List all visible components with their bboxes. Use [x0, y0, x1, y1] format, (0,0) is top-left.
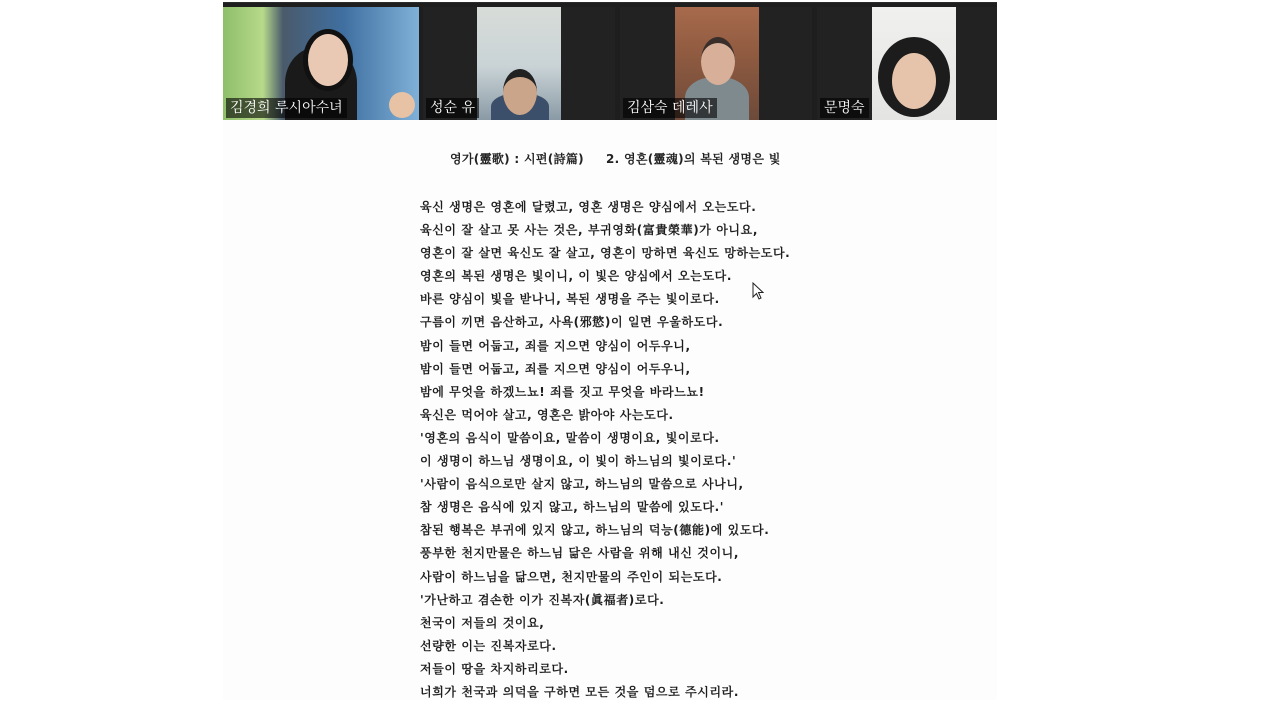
poem-line: 밤이 들면 어둡고, 죄를 지으면 양심이 어두우니,	[420, 361, 691, 376]
poem-line: 육신은 먹어야 살고, 영혼은 밝아야 사는도다.	[420, 407, 674, 422]
poem-text	[420, 196, 790, 704]
participant-tile-2[interactable]	[423, 7, 615, 120]
participant-tile-1[interactable]	[223, 7, 419, 120]
poem-line: 구름이 끼면 음산하고, 사욕(邪慾)이 일면 우울하도다.	[420, 315, 724, 330]
poem-line: 바른 양심이 빛을 받나니, 복된 생명을 주는 빛이로다.	[420, 292, 720, 307]
poem-line: 영혼의 복된 생명은 빛이니, 이 빛은 양심에서 오는도다.	[420, 269, 732, 284]
poem-line: 천국이 저들의 것이요,	[420, 615, 545, 630]
participant-tile-3[interactable]	[620, 7, 812, 120]
poem-line: '가난하고 겸손한 이가 진복자(眞福者)로다.	[420, 592, 665, 607]
poem-line: 육신 생명은 영혼에 달렸고, 영혼 생명은 양심에서 오는도다.	[420, 200, 757, 214]
participant-video	[477, 7, 561, 120]
poem-line: 이 생명이 하느님 생명이요, 이 빛이 하느님의 빛이로다.'	[420, 454, 737, 469]
participant-tile-4[interactable]	[817, 7, 997, 120]
participant-face	[303, 29, 353, 91]
participant-face	[701, 37, 735, 85]
mouse-pointer-icon	[752, 282, 764, 300]
poem-line: 참된 행복은 부귀에 있지 않고, 하느님의 덕능(德能)에 있도다.	[420, 523, 770, 538]
poem-line: 사람이 하느님을 닮으면, 천지만물의 주인이 되는도다.	[420, 569, 723, 584]
participant-name: 성순 유	[426, 98, 479, 118]
document-title	[450, 150, 781, 167]
participant-gallery	[223, 2, 997, 121]
poem-line: 선량한 이는 진복자로다.	[420, 638, 557, 653]
participant-face	[503, 69, 537, 115]
participant-name: 김경희 루시아수녀	[226, 98, 347, 118]
document-title-right: 2. 영혼(靈魂)의 복된 생명은 빛	[605, 152, 781, 166]
poem-line: 육신이 잘 살고 못 사는 것은, 부귀영화(富貴榮華)가 아니요,	[420, 223, 758, 238]
poem-line: '사람이 음식으로만 살지 않고, 하느님의 말씀으로 사나니,	[420, 477, 744, 492]
poem-line: '영혼의 음식이 말씀이요, 말씀이 생명이요, 빛이로다.	[420, 430, 720, 445]
document-title-left: 영가(靈歌) : 시편(詩篇)	[450, 152, 584, 166]
poem-line: 너희가 천국과 의덕을 구하면 모든 것을 덤으로 주시리라.	[420, 684, 740, 699]
poem-line: 밤에 무엇을 하겠느뇨! 죄를 짓고 무엇을 바라느뇨!	[420, 384, 705, 399]
participant-video	[872, 7, 956, 120]
poem-line: 밤이 들면 어둡고, 죄를 지으면 양심이 어두우니,	[420, 338, 691, 353]
participant-face	[892, 53, 936, 109]
poem-line: 참 생명은 음식에 있지 않고, 하느님의 말씀에 있도다.'	[420, 500, 725, 515]
participant-name: 김삼숙 데레사	[623, 98, 717, 118]
poem-line: 풍부한 천지만물은 하느님 닮은 사람을 위해 내신 것이니,	[420, 546, 740, 561]
participant-hand	[389, 92, 415, 118]
poem-line: 영혼이 잘 살면 육신도 잘 살고, 영혼이 망하면 육신도 망하는도다.	[420, 246, 791, 261]
poem-line: 저들이 땅을 차지하리로다.	[420, 661, 569, 676]
participant-name: 문명숙	[820, 98, 869, 118]
